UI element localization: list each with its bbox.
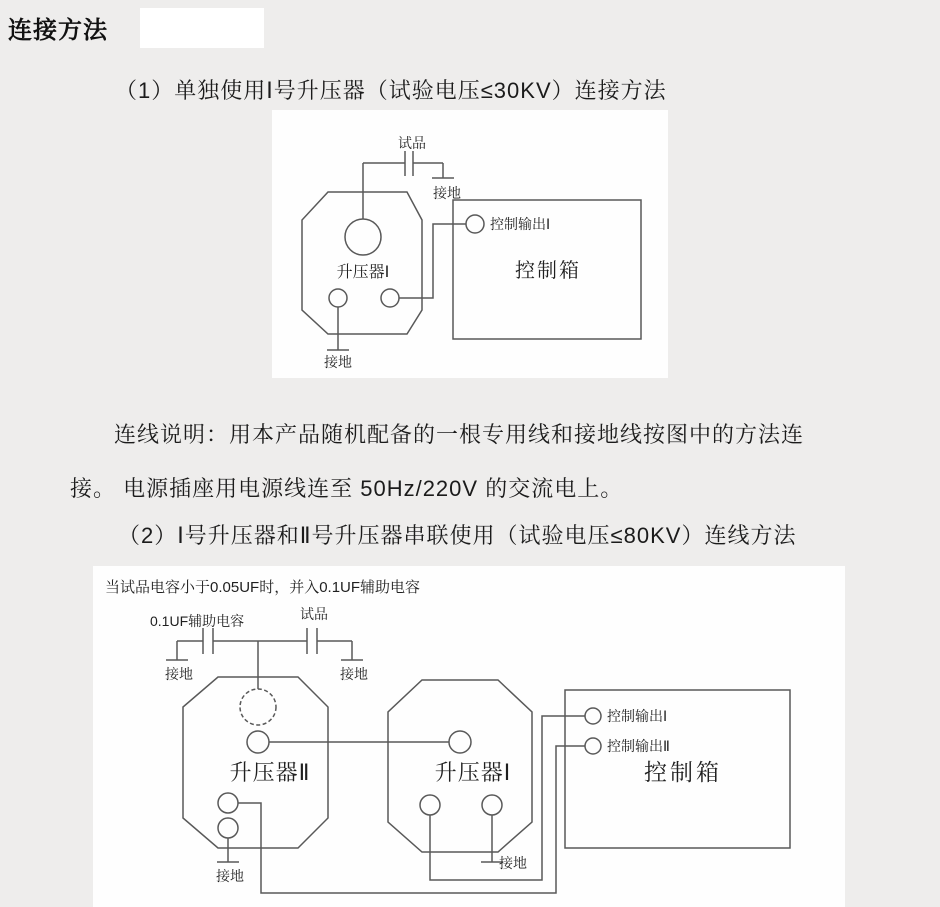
booster1-control-terminal xyxy=(420,795,440,815)
wiring-note-line2: 接。 电源插座用电源线连至 50Hz/220V 的交流电上。 xyxy=(70,476,624,501)
specimen-ground-label: 接地 xyxy=(433,185,461,201)
control-box-label: 控制箱 xyxy=(644,759,722,785)
booster1-octagon xyxy=(302,192,422,334)
aux-capacitor-label: 0.1UF辅助电容 xyxy=(150,613,245,629)
booster1-label: 升压器Ⅰ xyxy=(434,760,512,785)
booster2-label: 升压器Ⅱ xyxy=(229,760,311,785)
output-terminal xyxy=(381,289,399,307)
booster1-label: 升压器Ⅰ xyxy=(336,264,390,281)
aux-ground-label: 接地 xyxy=(165,666,193,682)
specimen-label: 试品 xyxy=(300,606,328,622)
section1-heading: （1）单独使用Ⅰ号升压器（试验电压≤30KV）连接方法 xyxy=(115,78,667,103)
title-blank-box xyxy=(140,8,264,48)
diagram1-schematic xyxy=(272,110,668,378)
ground-terminal xyxy=(329,289,347,307)
booster1-input-terminal xyxy=(449,731,471,753)
control-box-label: 控制箱 xyxy=(515,260,581,282)
control-output1-label: 控制输出Ⅰ xyxy=(490,216,551,232)
diagram2-panel xyxy=(93,566,845,907)
diagram2-schematic xyxy=(93,566,845,907)
diagram1-panel xyxy=(272,110,668,378)
page-title: 连接方法 xyxy=(8,17,108,44)
booster2-ground-terminal xyxy=(218,818,238,838)
booster1-ground-label: 接地 xyxy=(499,855,527,871)
booster-ground-label: 接地 xyxy=(324,354,352,370)
booster2-ground-label: 接地 xyxy=(216,868,244,884)
section2-heading: （2）Ⅰ号升压器和Ⅱ号升压器串联使用（试验电压≤80KV）连线方法 xyxy=(118,523,797,548)
control-output1-terminal xyxy=(585,708,601,724)
wiring-note-line1: 连线说明：用本产品随机配备的一根专用线和接地线按图中的方法连 xyxy=(114,422,805,447)
specimen-label: 试品 xyxy=(398,135,426,151)
control-output2-terminal xyxy=(585,738,601,754)
booster1-ground-terminal xyxy=(482,795,502,815)
control-output1-terminal xyxy=(466,215,484,233)
booster2-control-terminal xyxy=(218,793,238,813)
hv-terminal xyxy=(345,219,381,255)
control-output1-label: 控制输出Ⅰ xyxy=(607,708,668,724)
booster2-hv-terminal xyxy=(240,689,276,725)
specimen-ground-label: 接地 xyxy=(340,666,368,682)
booster2-output-terminal xyxy=(247,731,269,753)
control-output2-label: 控制输出Ⅱ xyxy=(607,738,670,754)
capacitance-note: 当试品电容小于0.05UF时，并入0.1UF辅助电容 xyxy=(105,579,421,596)
